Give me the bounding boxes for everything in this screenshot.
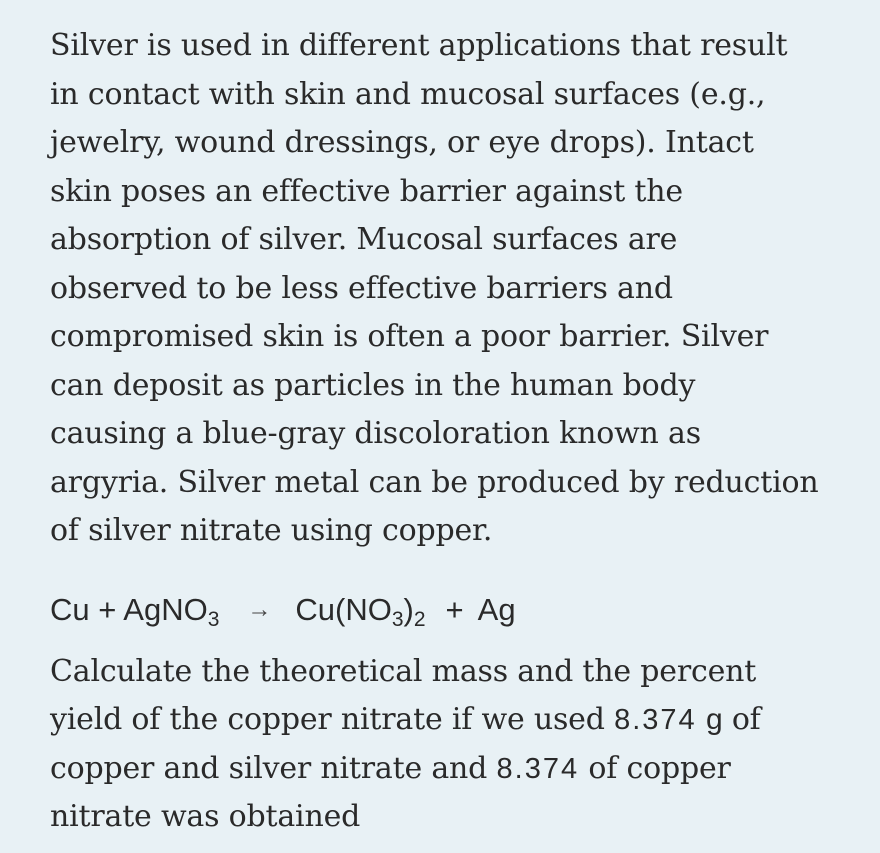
problem-page xyxy=(50,22,850,842)
equation-reactants xyxy=(50,591,220,631)
product-copper-nitrate: Cu(NO xyxy=(295,591,392,627)
closing-paren: ) xyxy=(403,591,414,627)
question-line xyxy=(50,745,850,794)
subscript: 3 xyxy=(207,607,220,631)
mass-unit: g xyxy=(705,703,723,736)
passage-line: causing a blue-gray discoloration known as xyxy=(50,416,701,451)
passage-line: argyria. Silver metal can be produced by reduction xyxy=(50,464,819,500)
subscript: 2 xyxy=(413,607,426,631)
plus-sign: + xyxy=(98,591,117,627)
question-line: Calculate the theoretical mass and the percent xyxy=(50,653,757,689)
question-text: yield of the copper nitrate if we used xyxy=(50,702,615,737)
passage-line: compromised skin is often a poor barrier. Silver xyxy=(50,319,769,354)
passage-line: Silver is used in different applications that result xyxy=(50,28,788,63)
passage-line: can deposit as particles in the human body xyxy=(50,367,696,403)
reaction-arrow-icon: → xyxy=(247,595,272,623)
question-text: of copper xyxy=(579,750,731,786)
question-paragraph xyxy=(50,648,850,842)
product-silver: Ag xyxy=(477,591,516,627)
passage-paragraph xyxy=(50,22,850,556)
equation-products xyxy=(295,591,426,631)
mass-value: 8.374 xyxy=(614,704,697,736)
subscript: 3 xyxy=(391,607,404,631)
chemical-equation xyxy=(50,581,850,639)
passage-line: skin poses an effective barrier against the xyxy=(50,173,683,209)
passage-line: observed to be less effective barriers and xyxy=(50,270,673,306)
passage-line: jewelry, wound dressings, or eye drops). Intact xyxy=(50,125,754,160)
plus-sign: + xyxy=(445,591,464,627)
question-line: nitrate was obtained xyxy=(50,799,361,834)
reactant-copper: Cu xyxy=(50,591,90,627)
passage-line: absorption of silver. Mucosal surfaces are xyxy=(50,222,678,257)
passage-line: in contact with skin and mucosal surfaces (e.g., xyxy=(50,76,766,112)
passage-line: of silver nitrate using copper. xyxy=(50,513,493,548)
mass-value: 8.374 xyxy=(496,752,580,785)
question-text: copper and silver nitrate and xyxy=(50,750,497,786)
reactant-silver-nitrate: AgNO xyxy=(123,591,208,627)
question-text: of xyxy=(722,702,761,737)
question-line xyxy=(50,696,850,745)
